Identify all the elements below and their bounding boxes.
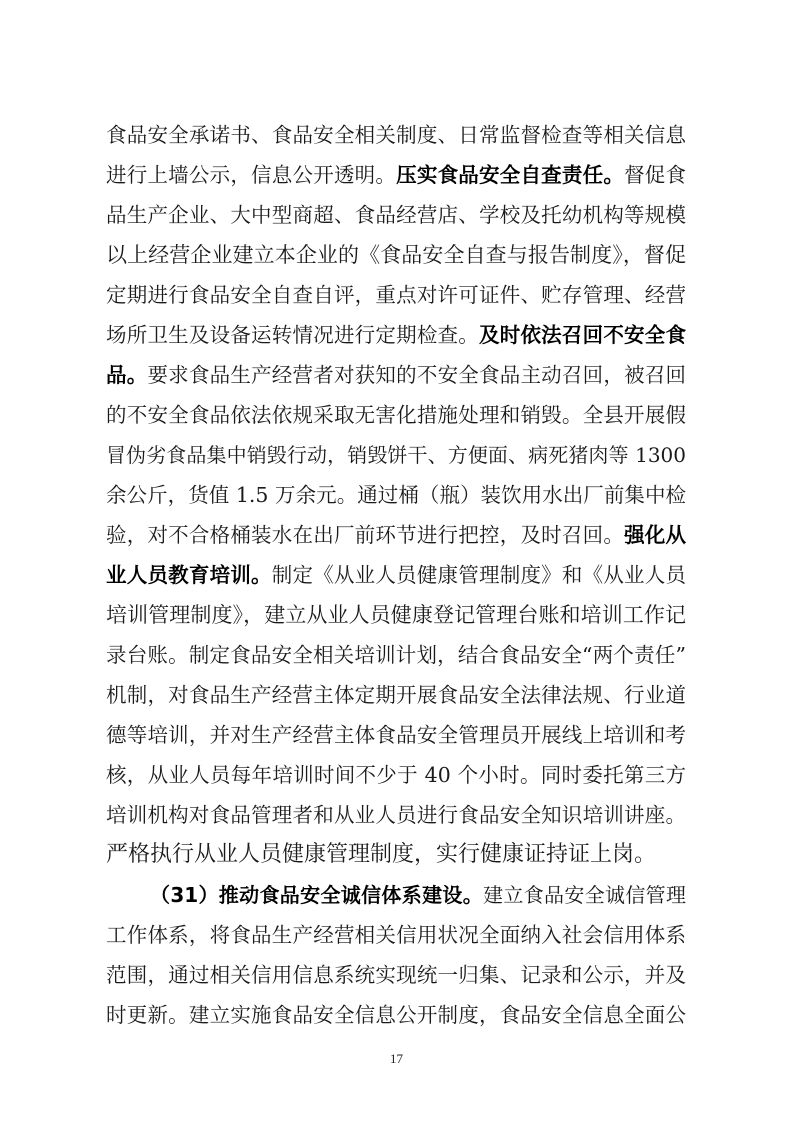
body-text-line bbox=[106, 680, 686, 710]
body-text-line bbox=[106, 360, 686, 390]
body-text-line bbox=[106, 720, 686, 750]
body-text-line bbox=[106, 200, 686, 230]
text-segment: 时更新。建立实施食品安全信息公开制度，食品安全信息全面公 bbox=[106, 1003, 686, 1027]
body-text-line bbox=[106, 800, 686, 830]
bold-heading-segment: 品。 bbox=[106, 363, 148, 387]
bold-heading-segment: 及时依法召回不安全食 bbox=[479, 323, 686, 347]
text-segment: 核，从业人员每年培训时间不少于 40 个小时。同时委托第三方 bbox=[106, 763, 686, 787]
text-segment: 场所卫生及设备运转情况进行定期检查。 bbox=[106, 323, 479, 347]
body-text-line bbox=[106, 760, 686, 790]
text-segment: 品生产企业、大中型商超、食品经营店、学校及托幼机构等规模 bbox=[106, 203, 686, 227]
body-text-line bbox=[106, 640, 686, 670]
body-text-line bbox=[106, 160, 686, 190]
body-text-line bbox=[106, 960, 686, 990]
body-text-line bbox=[106, 280, 686, 310]
body-text-line bbox=[106, 600, 686, 630]
text-segment: 录台账。制定食品安全相关培训计划，结合食品安全“两个责任” bbox=[106, 643, 686, 667]
bold-heading-segment: 业人员教育培训。 bbox=[106, 563, 272, 587]
text-segment: 制定《从业人员健康管理制度》和《从业人员 bbox=[271, 563, 687, 587]
text-segment: 食品安全承诺书、食品安全相关制度、日常监督检查等相关信息 bbox=[106, 123, 686, 147]
bold-heading-segment: 压实食品安全自查责任。 bbox=[396, 163, 625, 187]
text-segment: 范围，通过相关信用信息系统实现统一归集、记录和公示，并及 bbox=[106, 963, 686, 987]
body-text-line bbox=[106, 400, 686, 430]
text-segment: 进行上墙公示，信息公开透明。 bbox=[106, 163, 397, 187]
body-text-line bbox=[106, 480, 686, 510]
text-segment: 要求食品生产经营者对获知的不安全食品主动召回，被召回 bbox=[147, 363, 687, 387]
text-segment: 验，对不合格桶装水在出厂前环节进行把控，及时召回。 bbox=[106, 523, 625, 547]
body-text-line bbox=[106, 560, 686, 590]
body-text-line bbox=[106, 120, 686, 150]
text-segment: 冒伪劣食品集中销毁行动，销毁饼干、方便面、病死猪肉等 1300 bbox=[106, 443, 686, 467]
text-segment: 以上经营企业建立本企业的《食品安全自查与报告制度》，督促 bbox=[106, 243, 686, 267]
text-segment: 余公斤，货值 1.5 万余元。通过桶（瓶）装饮用水出厂前集中检 bbox=[106, 483, 686, 507]
text-segment: 的不安全食品依法依规采取无害化措施处理和销毁。全县开展假 bbox=[106, 403, 686, 427]
text-segment: 严格执行从业人员健康管理制度，实行健康证持证上岗。 bbox=[106, 842, 657, 867]
text-segment: 建立食品安全诚信管理 bbox=[483, 883, 686, 907]
text-segment: 工作体系，将食品生产经营相关信用状况全面纳入社会信用体系 bbox=[106, 923, 686, 947]
text-segment: 德等培训，并对生产经营主体食品安全管理员开展线上培训和考 bbox=[106, 723, 686, 747]
body-text-line bbox=[106, 240, 686, 270]
body-text-line bbox=[150, 880, 686, 910]
body-text-line bbox=[106, 320, 686, 350]
body-text-line bbox=[106, 520, 686, 550]
body-text-line bbox=[106, 920, 686, 950]
text-segment: 培训机构对食品管理者和从业人员进行食品安全知识培训讲座。 bbox=[106, 803, 686, 827]
text-segment: 机制，对食品生产经营主体定期开展食品安全法律法规、行业道 bbox=[106, 683, 686, 707]
text-segment: 督促食 bbox=[624, 163, 687, 187]
bold-heading-segment: （31）推动食品安全诚信体系建设。 bbox=[150, 883, 484, 907]
bold-heading-segment: 强化从 bbox=[624, 523, 687, 547]
body-text-line bbox=[106, 440, 686, 470]
page-number: 17 bbox=[390, 1051, 403, 1066]
text-segment: 培训管理制度》，建立从业人员健康登记管理台账和培训工作记 bbox=[106, 603, 686, 627]
body-text-line bbox=[106, 1000, 686, 1030]
body-text-line bbox=[106, 840, 686, 870]
text-segment: 定期进行食品安全自查自评，重点对许可证件、贮存管理、经营 bbox=[106, 283, 686, 307]
